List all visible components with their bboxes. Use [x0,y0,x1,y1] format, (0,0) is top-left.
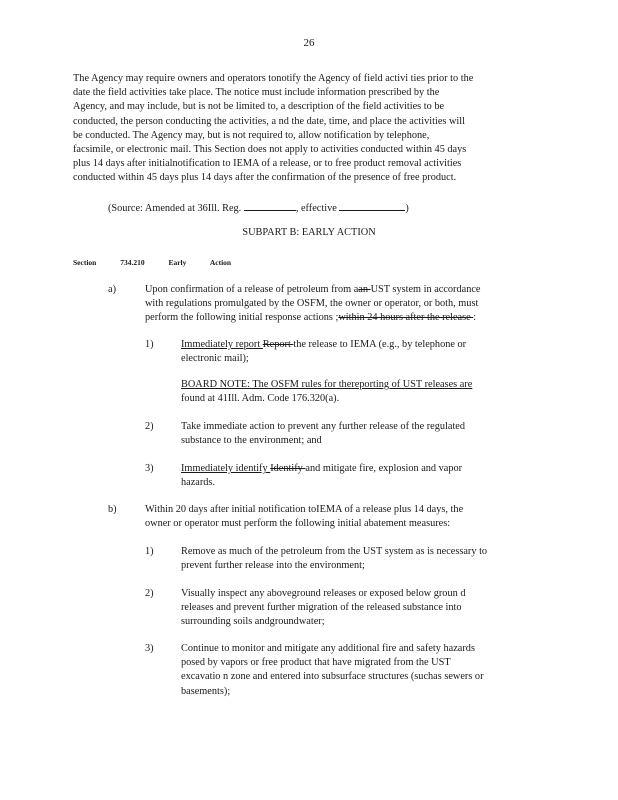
page-number: 26 [303,37,315,49]
item-b-line: Within 20 days after initial notification toIEMA of a release plus 14 days, the [145,504,464,515]
item-a1-text [181,338,466,366]
item-b-text [145,503,463,531]
item-line: excavatio n zone and entered into subsurface structures (suchas sewers or [181,671,484,683]
item-line: electronic mail); [181,353,249,365]
item-b-label: b) [108,504,117,515]
deleted-text: Report [262,339,294,350]
inserted-text: Immediately report [181,339,263,350]
deleted-text: Identify [270,463,306,474]
item-a-text [145,283,481,326]
intro-line: conducted, the person conducting the activities, a nd the date, time, and place the activities will [73,115,466,127]
deleted-text: within 24 hours after the release [338,312,474,324]
intro-paragraph [73,72,545,186]
item-b-line: owner or operator must perform the following initial abatement measures: [145,518,451,530]
item-line: Remove as much of the petroleum from the UST system as is necessary to [181,546,488,557]
item-line: hazards. [181,477,216,489]
item-line: surrounding soils andgroundwater; [181,616,325,628]
section-label: Section [73,258,97,267]
item-line: Immediately identify Identify and mitigate fire, explosion and vapor [181,463,463,474]
item-a-line: perform the following initial response actions ;within 24 hours after the release : [145,312,477,324]
item-line: substance to the environment; and [181,435,322,447]
section-number: 734.210 [120,258,145,267]
item-b3-text [181,642,484,699]
subpart-title: SUBPART B: EARLY ACTION [242,227,376,238]
effective-date-blank [339,200,405,211]
item-line: Immediately report Report the release to IEMA (e.g., by telephone or [181,339,467,350]
item-a-line: with regulations promulgated by the OSFM, the owner or operator, or both, must [145,298,479,310]
item-a3-label: 3) [145,463,154,474]
item-b3-label: 3) [145,643,154,654]
intro-line: The Agency may require owners and operators tonotify the Agency of field activi ties prior to the [73,73,474,84]
item-line: Visually inspect any aboveground releases or exposed below groun d [181,588,466,599]
intro-line: plus 14 days after initialnotification to IEMA of a release, or to free product removal activities [73,158,462,170]
item-a-line: Upon confirmation of a release of petroleum from aan UST system in accordance [145,284,481,295]
source-suffix: ) [405,203,409,214]
source-middle: , effective [295,203,337,214]
item-a2-label: 2) [145,421,154,432]
item-a3-text [181,462,462,490]
item-b2-text [181,587,465,630]
source-note [108,200,409,216]
board-note [181,378,472,406]
section-title-word: Action [209,258,232,267]
section-title-word: Early [168,258,187,267]
item-line: Take immediate action to prevent any further release of the regulated [181,421,466,432]
board-note-line: BOARD NOTE: The OSFM rules for thereporting of UST releases are [181,379,473,390]
item-a2-text [181,420,465,448]
item-line: basements); [181,685,231,697]
deleted-text: an [358,284,371,295]
intro-line: be conducted. The Agency may, but is not required to, allow notification by telephone, [73,129,430,141]
item-b1-label: 1) [145,546,154,557]
item-line: posed by vapors or free product that have migrated from the UST [181,657,451,669]
intro-line: Agency, and may include, but is not be limited to, a description of the field activities to be [73,101,445,113]
item-line: Continue to monitor and mitigate any additional fire and safety hazards [181,643,475,654]
section-heading [73,256,253,270]
item-b1-text [181,545,487,573]
board-note-line: found at 41Ill. Adm. Code 176.320(a). [181,393,340,405]
intro-line: facsimile, or electronic mail. This Section does not apply to activities conducted within 45 days [73,144,467,156]
item-line: prevent further release into the environment; [181,560,365,572]
inserted-text: Immediately identify [181,463,271,474]
register-blank [244,200,296,211]
intro-line: conducted within 45 days plus 14 days after the confirmation of the presence of free product. [73,172,457,184]
item-a1-label: 1) [145,339,154,350]
item-line: releases and prevent further migration of the released substance into [181,602,462,614]
item-a-label: a) [108,284,116,295]
source-prefix: (Source: Amended at 36Ill. Reg. [108,203,242,214]
intro-line: date the field activities take place. The notice must include information prescribed by the [73,87,440,99]
item-b2-label: 2) [145,588,154,599]
